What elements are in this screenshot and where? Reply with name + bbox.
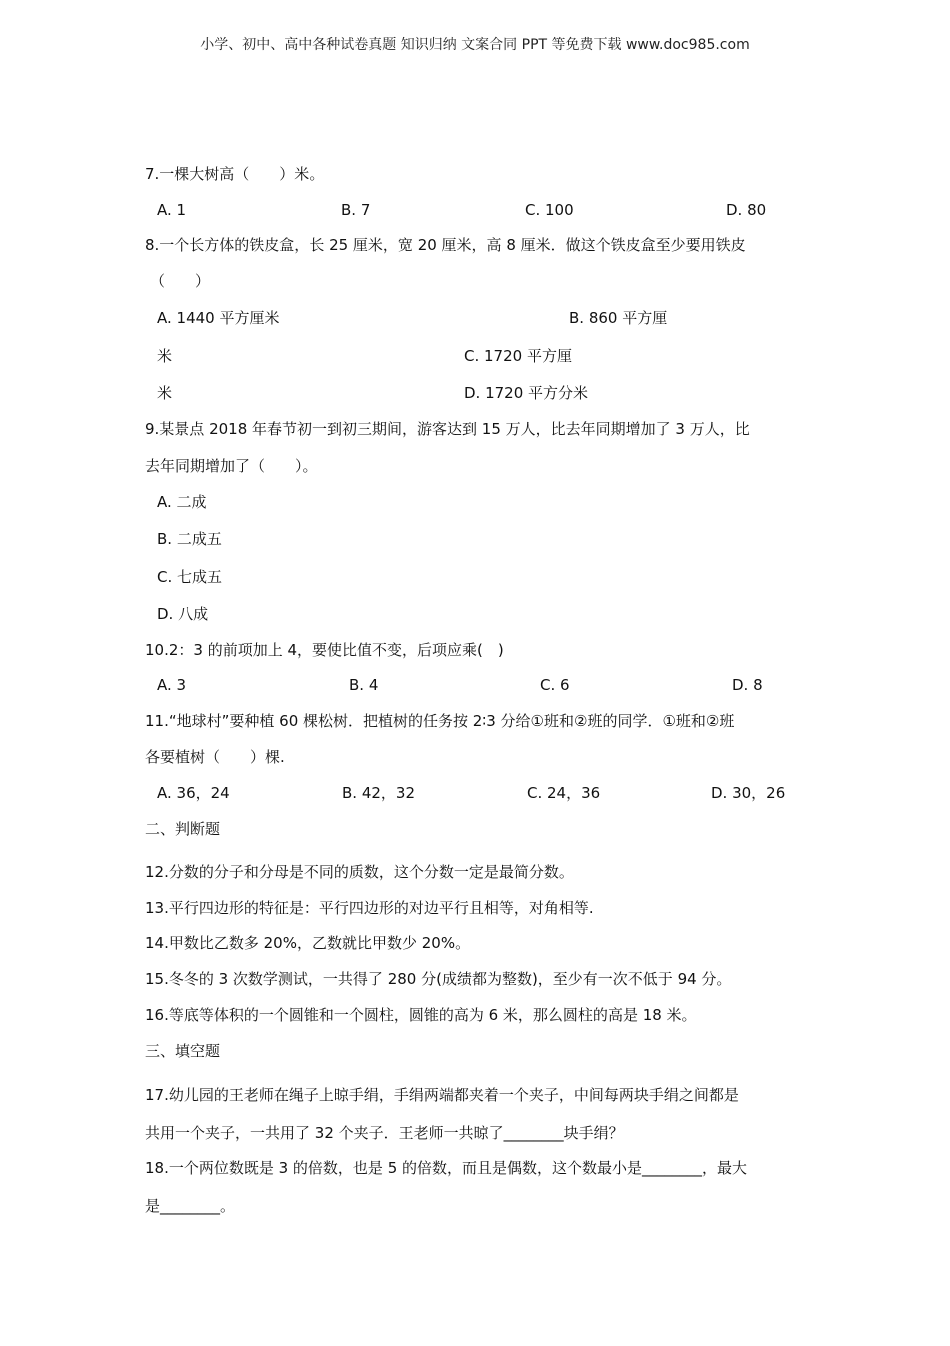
question-13: 13.平行四边形的特征是：平行四边形的对边平行且相等，对角相等. bbox=[145, 899, 594, 917]
question-8-option-c: C. 1720 平方厘 bbox=[464, 347, 572, 365]
page-header: 小学、初中、高中各种试卷真题 知识归纳 文案合同 PPT 等免费下载 www.doc985.com bbox=[200, 37, 750, 53]
question-10-option-d: D. 8 bbox=[732, 676, 763, 694]
question-18-line-2: 是________。 bbox=[145, 1197, 236, 1215]
question-14: 14.甲数比乙数多 20%，乙数就比甲数少 20%。 bbox=[145, 934, 471, 952]
question-10-option-a: A. 3 bbox=[157, 676, 187, 694]
question-11-option-c: C. 24，36 bbox=[527, 784, 601, 802]
question-8-stem-line-2: （ ） bbox=[150, 272, 211, 290]
question-7-option-d: D. 80 bbox=[726, 201, 767, 219]
question-15: 15.冬冬的 3 次数学测试，一共得了 280 分(成绩都为整数)，至少有一次不低于 94 分。 bbox=[145, 970, 732, 988]
question-17-line-1: 17.幼儿园的王老师在绳子上晾手绢，手绢两端都夹着一个夹子，中间每两块手绢之间都是 bbox=[145, 1086, 739, 1104]
question-7-option-b: B. 7 bbox=[341, 201, 371, 219]
question-7-option-c: C. 100 bbox=[525, 201, 574, 219]
question-9-option-c: C. 七成五 bbox=[157, 568, 223, 586]
section-heading-judgment: 二、判断题 bbox=[145, 820, 221, 838]
question-11-option-a: A. 36，24 bbox=[157, 784, 230, 802]
question-9-option-a: A. 二成 bbox=[157, 493, 207, 511]
question-16: 16.等底等体积的一个圆锥和一个圆柱，圆锥的高为 6 米，那么圆柱的高是 18 米。 bbox=[145, 1006, 697, 1024]
question-9-option-d: D. 八成 bbox=[157, 605, 209, 623]
question-18-line-1: 18.一个两位数既是 3 的倍数，也是 5 的倍数，而且是偶数，这个数最小是________，最大 bbox=[145, 1159, 748, 1177]
question-10-stem: 10.2：3 的前项加上 4，要使比值不变，后项应乘( ) bbox=[145, 641, 504, 659]
question-8-option-a-cont: 米 bbox=[157, 347, 173, 365]
section-heading-fill-in: 三、填空题 bbox=[145, 1042, 221, 1060]
question-10-option-b: B. 4 bbox=[349, 676, 379, 694]
question-17-line-2: 共用一个夹子，一共用了 32 个夹子．王老师一共晾了________块手绢？ bbox=[145, 1124, 624, 1142]
question-9-stem-line-1: 9.某景点 2018 年春节初一到初三期间，游客达到 15 万人，比去年同期增加了 3 万人，比 bbox=[145, 420, 750, 438]
question-11-stem-line-1: 11.“地球村”要种植 60 棵松树．把植树的任务按 2∶3 分给①班和②班的同学．①班和②班 bbox=[145, 712, 735, 730]
question-7-stem: 7.一棵大树高（ ）米。 bbox=[145, 165, 325, 183]
question-8-option-c-cont: 米 bbox=[157, 384, 173, 402]
question-8-stem-line-1: 8.一个长方体的铁皮盒，长 25 厘米，宽 20 厘米，高 8 厘米．做这个铁皮盒至少要用铁皮 bbox=[145, 236, 746, 254]
question-8-option-a: A. 1440 平方厘米 bbox=[157, 309, 280, 327]
question-9-stem-line-2: 去年同期增加了（ ）。 bbox=[145, 457, 318, 475]
question-8-option-b: B. 860 平方厘 bbox=[569, 309, 668, 327]
question-11-option-d: D. 30，26 bbox=[711, 784, 786, 802]
question-10-option-c: C. 6 bbox=[540, 676, 570, 694]
question-11-option-b: B. 42，32 bbox=[342, 784, 416, 802]
question-8-option-d: D. 1720 平方分米 bbox=[464, 384, 589, 402]
question-9-option-b: B. 二成五 bbox=[157, 530, 222, 548]
question-12: 12.分数的分子和分母是不同的质数，这个分数一定是最简分数。 bbox=[145, 863, 574, 881]
question-11-stem-line-2: 各要植树（ ）棵. bbox=[145, 748, 285, 766]
question-7-option-a: A. 1 bbox=[157, 201, 187, 219]
